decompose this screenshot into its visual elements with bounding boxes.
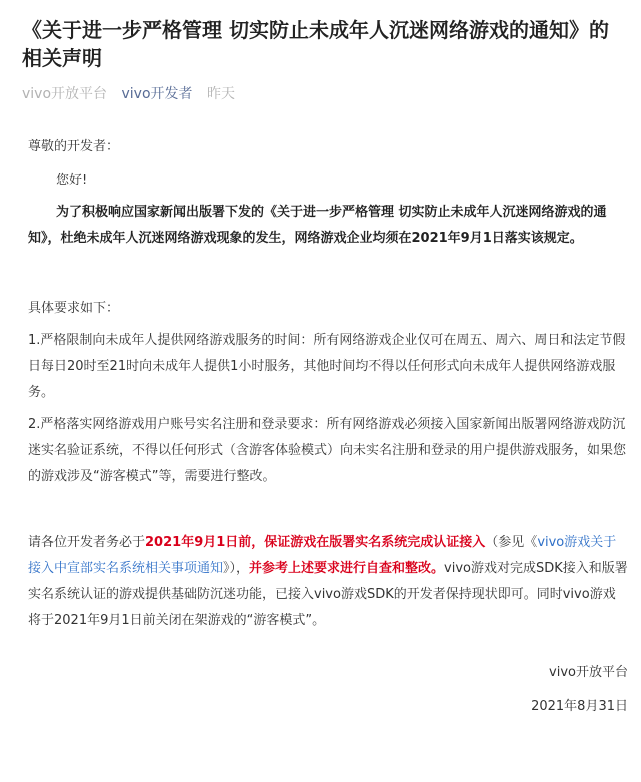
article-meta bbox=[22, 84, 245, 104]
notice-link[interactable]: vivo游戏关于接入中宣部实名系统相关事项通知 bbox=[28, 535, 617, 576]
intro-paragraph: 为了积极响应国家新闻出版署下发的《关于进一步严格管理 切实防止未成年人沉迷网络游戏的通知》，杜绝未成年人沉迷网络游戏现象的发生，网络游戏企业均须在2021年9月1日落实该规定。 bbox=[28, 205, 607, 246]
hello-line: 您好! bbox=[56, 173, 88, 188]
notice-text-2: （参见《 bbox=[485, 535, 538, 550]
publish-time: 昨天 bbox=[206, 86, 235, 102]
account-link[interactable]: vivo开发者 bbox=[121, 86, 193, 102]
requirement-2: 2.严格落实网络游戏用户账号实名注册和登录要求：所有网络游戏必须接入国家新闻出版署网络游戏防沉迷实名验证系统，不得以任何形式（含游客体验模式）向未实名注册和登录的用户提供游戏服务，如果您的游戏涉及“游客模式”等，需要进行整改。 bbox=[28, 417, 627, 484]
date-line: 2021年8月31日 bbox=[531, 699, 628, 714]
deadline-emphasis: 2021年9月1日前，保证游戏在版署实名系统完成认证接入 bbox=[145, 535, 486, 550]
signature: vivo开放平台 bbox=[549, 665, 628, 680]
greeting-line: 尊敬的开发者： bbox=[28, 139, 120, 154]
article-title: 《关于进一步严格管理 切实防止未成年人沉迷网络游戏的通知》的相关声明 bbox=[22, 18, 609, 70]
requirement-1: 1.严格限制向未成年人提供网络游戏服务的时间：所有网络游戏企业仅可在周五、周六、周日和法定节假日每日20时至21时向未成年人提供1小时服务，其他时间均不得以任何形式向未成年人提供网络游戏服务。 bbox=[28, 333, 626, 400]
source-label: vivo开放平台 bbox=[22, 86, 108, 102]
article-body bbox=[28, 132, 628, 720]
notice-paragraph bbox=[28, 530, 628, 634]
notice-text-4: vivo游戏对完成SDK接入和版署实名系统认证的游戏提供基础防沉迷功能，已接入vivo游戏SDK的开发者保持现状即可。同时vivo游戏将于2021年9月1日前关闭在架游戏的“游客模式”。 bbox=[28, 561, 628, 628]
self-check-emphasis: 并参考上述要求进行自查和整改。 bbox=[249, 561, 445, 576]
requirements-title: 具体要求如下： bbox=[28, 301, 120, 316]
notice-text-1: 请各位开发者务必于 bbox=[28, 535, 146, 550]
notice-text-3: 》）， bbox=[223, 561, 250, 576]
